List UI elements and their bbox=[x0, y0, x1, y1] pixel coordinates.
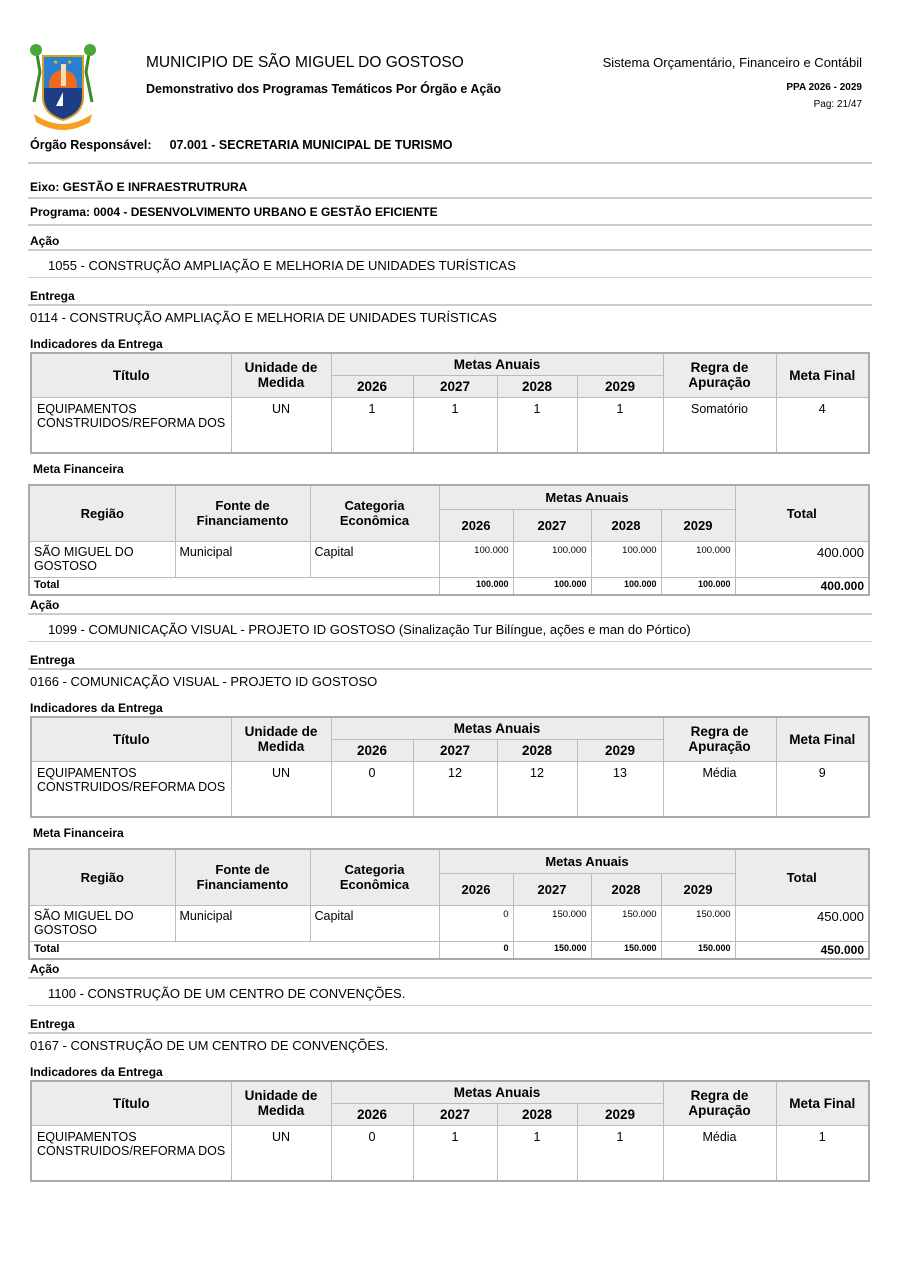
total-meta: 150.000 bbox=[591, 941, 661, 959]
acao-label: Ação bbox=[30, 598, 60, 612]
financial-total-row bbox=[29, 577, 869, 595]
indicator-meta: 12 bbox=[413, 761, 497, 817]
indicator-unit: UN bbox=[231, 1125, 331, 1181]
indicator-title: EQUIPAMENTOS CONSTRUIDOS/REFORMA DOS bbox=[31, 761, 231, 817]
entrega-title: 0166 - COMUNICAÇÃO VISUAL - PROJETO ID GOSTOSO bbox=[30, 674, 378, 689]
col-regiao: Região bbox=[29, 485, 175, 541]
col-year: 2028 bbox=[497, 739, 577, 761]
indicators-table bbox=[30, 716, 870, 818]
system-name: Sistema Orçamentário, Financeiro e Contábil bbox=[602, 55, 862, 70]
col-meta-final: Meta Final bbox=[776, 1081, 869, 1125]
indicator-meta: 1 bbox=[413, 1125, 497, 1181]
grand-total: 450.000 bbox=[735, 941, 869, 959]
col-titulo: Título bbox=[31, 353, 231, 397]
grand-total: 400.000 bbox=[735, 577, 869, 595]
col-fonte: Fonte de Financiamento bbox=[175, 849, 310, 905]
programa-heading: Programa: 0004 - DESENVOLVIMENTO URBANO E GESTÃO EFICIENTE bbox=[30, 205, 438, 219]
indicator-regra: Média bbox=[663, 761, 776, 817]
financial-total: 450.000 bbox=[735, 905, 869, 941]
col-regra: Regra de Apuração bbox=[663, 717, 776, 761]
col-year: 2027 bbox=[413, 739, 497, 761]
financial-meta: 100.000 bbox=[439, 541, 513, 577]
financial-regiao: SÃO MIGUEL DO GOSTOSO bbox=[29, 905, 175, 941]
col-year: 2029 bbox=[577, 739, 663, 761]
financial-fonte: Municipal bbox=[175, 541, 310, 577]
col-year: 2027 bbox=[413, 375, 497, 397]
col-metas-anuais: Metas Anuais bbox=[331, 717, 663, 739]
indicator-title: EQUIPAMENTOS CONSTRUIDOS/REFORMA DOS bbox=[31, 397, 231, 453]
entrega-label: Entrega bbox=[30, 289, 75, 303]
financial-meta: 100.000 bbox=[661, 541, 735, 577]
acao-title: 1100 - CONSTRUÇÃO DE UM CENTRO DE CONVENÇÕES. bbox=[48, 986, 406, 1001]
indicator-meta: 1 bbox=[413, 397, 497, 453]
entrega-title: 0114 - CONSTRUÇÃO AMPLIAÇÃO E MELHORIA DE UNIDADES TURÍSTICAS bbox=[30, 310, 497, 325]
financial-categoria: Capital bbox=[310, 541, 439, 577]
col-year: 2027 bbox=[413, 1103, 497, 1125]
indicator-meta: 1 bbox=[497, 397, 577, 453]
col-metas-anuais: Metas Anuais bbox=[439, 849, 735, 873]
orgao-value: 07.001 - SECRETARIA MUNICIPAL DE TURISMO bbox=[169, 138, 453, 152]
total-meta: 0 bbox=[439, 941, 513, 959]
financial-regiao: SÃO MIGUEL DO GOSTOSO bbox=[29, 541, 175, 577]
total-meta: 100.000 bbox=[591, 577, 661, 595]
col-unidade: Unidade de Medida bbox=[231, 353, 331, 397]
acao-label: Ação bbox=[30, 962, 60, 976]
indicator-meta: 1 bbox=[577, 1125, 663, 1181]
meta-financeira-label: Meta Financeira bbox=[33, 462, 124, 476]
indicator-row bbox=[31, 397, 869, 453]
financial-meta: 100.000 bbox=[513, 541, 591, 577]
financial-meta: 150.000 bbox=[591, 905, 661, 941]
col-year: 2027 bbox=[513, 873, 591, 905]
indicadores-label: Indicadores da Entrega bbox=[30, 1065, 163, 1079]
indicator-unit: UN bbox=[231, 761, 331, 817]
col-year: 2029 bbox=[661, 873, 735, 905]
col-year: 2026 bbox=[439, 873, 513, 905]
col-year: 2028 bbox=[591, 873, 661, 905]
col-regra: Regra de Apuração bbox=[663, 1081, 776, 1125]
indicator-meta: 0 bbox=[331, 761, 413, 817]
col-regra: Regra de Apuração bbox=[663, 353, 776, 397]
col-titulo: Título bbox=[31, 1081, 231, 1125]
col-year: 2026 bbox=[439, 509, 513, 541]
indicator-meta: 1 bbox=[577, 397, 663, 453]
indicator-regra: Média bbox=[663, 1125, 776, 1181]
col-total: Total bbox=[735, 849, 869, 905]
financial-fonte: Municipal bbox=[175, 905, 310, 941]
divider bbox=[28, 1005, 872, 1006]
col-unidade: Unidade de Medida bbox=[231, 717, 331, 761]
ppa-period: PPA 2026 - 2029 bbox=[786, 82, 862, 93]
indicator-meta: 13 bbox=[577, 761, 663, 817]
col-unidade: Unidade de Medida bbox=[231, 1081, 331, 1125]
financial-meta: 100.000 bbox=[591, 541, 661, 577]
total-meta: 100.000 bbox=[661, 577, 735, 595]
entrega-label: Entrega bbox=[30, 653, 75, 667]
indicator-regra: Somatório bbox=[663, 397, 776, 453]
financial-meta: 150.000 bbox=[661, 905, 735, 941]
divider bbox=[28, 304, 872, 306]
col-categoria: Categoria Econômica bbox=[310, 485, 439, 541]
financial-total: 400.000 bbox=[735, 541, 869, 577]
indicator-row bbox=[31, 761, 869, 817]
acao-label: Ação bbox=[30, 234, 60, 248]
entrega-title: 0167 - CONSTRUÇÃO DE UM CENTRO DE CONVENÇÕES. bbox=[30, 1038, 389, 1053]
financial-row bbox=[29, 541, 869, 577]
indicators-table bbox=[30, 352, 870, 454]
divider bbox=[28, 641, 872, 642]
col-year: 2026 bbox=[331, 739, 413, 761]
divider bbox=[28, 277, 872, 278]
col-titulo: Título bbox=[31, 717, 231, 761]
indicator-meta: 0 bbox=[331, 1125, 413, 1181]
financial-row bbox=[29, 905, 869, 941]
financial-categoria: Capital bbox=[310, 905, 439, 941]
col-meta-final: Meta Final bbox=[776, 353, 869, 397]
financial-meta: 150.000 bbox=[513, 905, 591, 941]
financial-table bbox=[28, 484, 870, 596]
col-year: 2029 bbox=[661, 509, 735, 541]
col-categoria: Categoria Econômica bbox=[310, 849, 439, 905]
svg-text:★: ★ bbox=[53, 60, 59, 66]
divider bbox=[28, 197, 872, 199]
report-title: Demonstrativo dos Programas Temáticos Por Órgão e Ação bbox=[146, 82, 501, 96]
total-meta: 100.000 bbox=[513, 577, 591, 595]
col-meta-final: Meta Final bbox=[776, 717, 869, 761]
col-year: 2026 bbox=[331, 375, 413, 397]
divider bbox=[28, 162, 872, 164]
col-metas-anuais: Metas Anuais bbox=[331, 353, 663, 375]
indicator-unit: UN bbox=[231, 397, 331, 453]
col-year: 2028 bbox=[497, 1103, 577, 1125]
col-year: 2029 bbox=[577, 1103, 663, 1125]
divider bbox=[28, 668, 872, 670]
indicator-meta: 1 bbox=[497, 1125, 577, 1181]
indicadores-label: Indicadores da Entrega bbox=[30, 337, 163, 351]
total-meta: 150.000 bbox=[513, 941, 591, 959]
col-year: 2029 bbox=[577, 375, 663, 397]
orgao-responsavel bbox=[30, 138, 471, 152]
divider bbox=[28, 1032, 872, 1034]
eixo-heading: Eixo: GESTÃO E INFRAESTRUTRURA bbox=[30, 180, 248, 194]
svg-text:★: ★ bbox=[67, 60, 73, 66]
indicator-meta: 1 bbox=[331, 397, 413, 453]
entrega-label: Entrega bbox=[30, 1017, 75, 1031]
financial-total-row bbox=[29, 941, 869, 959]
divider bbox=[28, 249, 872, 251]
page-number: Pag: 21/47 bbox=[813, 99, 862, 110]
col-regiao: Região bbox=[29, 849, 175, 905]
acao-title: 1099 - COMUNICAÇÃO VISUAL - PROJETO ID GOSTOSO (Sinalização Tur Bilíngue, ações e man do Pórtico) bbox=[48, 622, 691, 637]
indicadores-label: Indicadores da Entrega bbox=[30, 701, 163, 715]
col-year: 2026 bbox=[331, 1103, 413, 1125]
municipal-coat-of-arms-logo bbox=[30, 42, 96, 130]
municipality-name: MUNICIPIO DE SÃO MIGUEL DO GOSTOSO bbox=[146, 54, 464, 71]
col-year: 2028 bbox=[591, 509, 661, 541]
meta-financeira-label: Meta Financeira bbox=[33, 826, 124, 840]
divider bbox=[28, 613, 872, 615]
orgao-label: Órgão Responsável: bbox=[30, 138, 152, 152]
total-meta: 150.000 bbox=[661, 941, 735, 959]
total-label: Total bbox=[29, 941, 439, 959]
indicator-row bbox=[31, 1125, 869, 1181]
financial-table bbox=[28, 848, 870, 960]
col-total: Total bbox=[735, 485, 869, 541]
indicator-meta: 12 bbox=[497, 761, 577, 817]
divider bbox=[28, 224, 872, 226]
indicator-meta-final: 4 bbox=[776, 397, 869, 453]
col-fonte: Fonte de Financiamento bbox=[175, 485, 310, 541]
indicators-table bbox=[30, 1080, 870, 1182]
indicator-title: EQUIPAMENTOS CONSTRUIDOS/REFORMA DOS bbox=[31, 1125, 231, 1181]
indicator-meta-final: 1 bbox=[776, 1125, 869, 1181]
total-label: Total bbox=[29, 577, 439, 595]
col-metas-anuais: Metas Anuais bbox=[439, 485, 735, 509]
divider bbox=[28, 977, 872, 979]
acao-title: 1055 - CONSTRUÇÃO AMPLIAÇÃO E MELHORIA DE UNIDADES TURÍSTICAS bbox=[48, 258, 516, 273]
financial-meta: 0 bbox=[439, 905, 513, 941]
col-year: 2027 bbox=[513, 509, 591, 541]
col-year: 2028 bbox=[497, 375, 577, 397]
total-meta: 100.000 bbox=[439, 577, 513, 595]
indicator-meta-final: 9 bbox=[776, 761, 869, 817]
col-metas-anuais: Metas Anuais bbox=[331, 1081, 663, 1103]
